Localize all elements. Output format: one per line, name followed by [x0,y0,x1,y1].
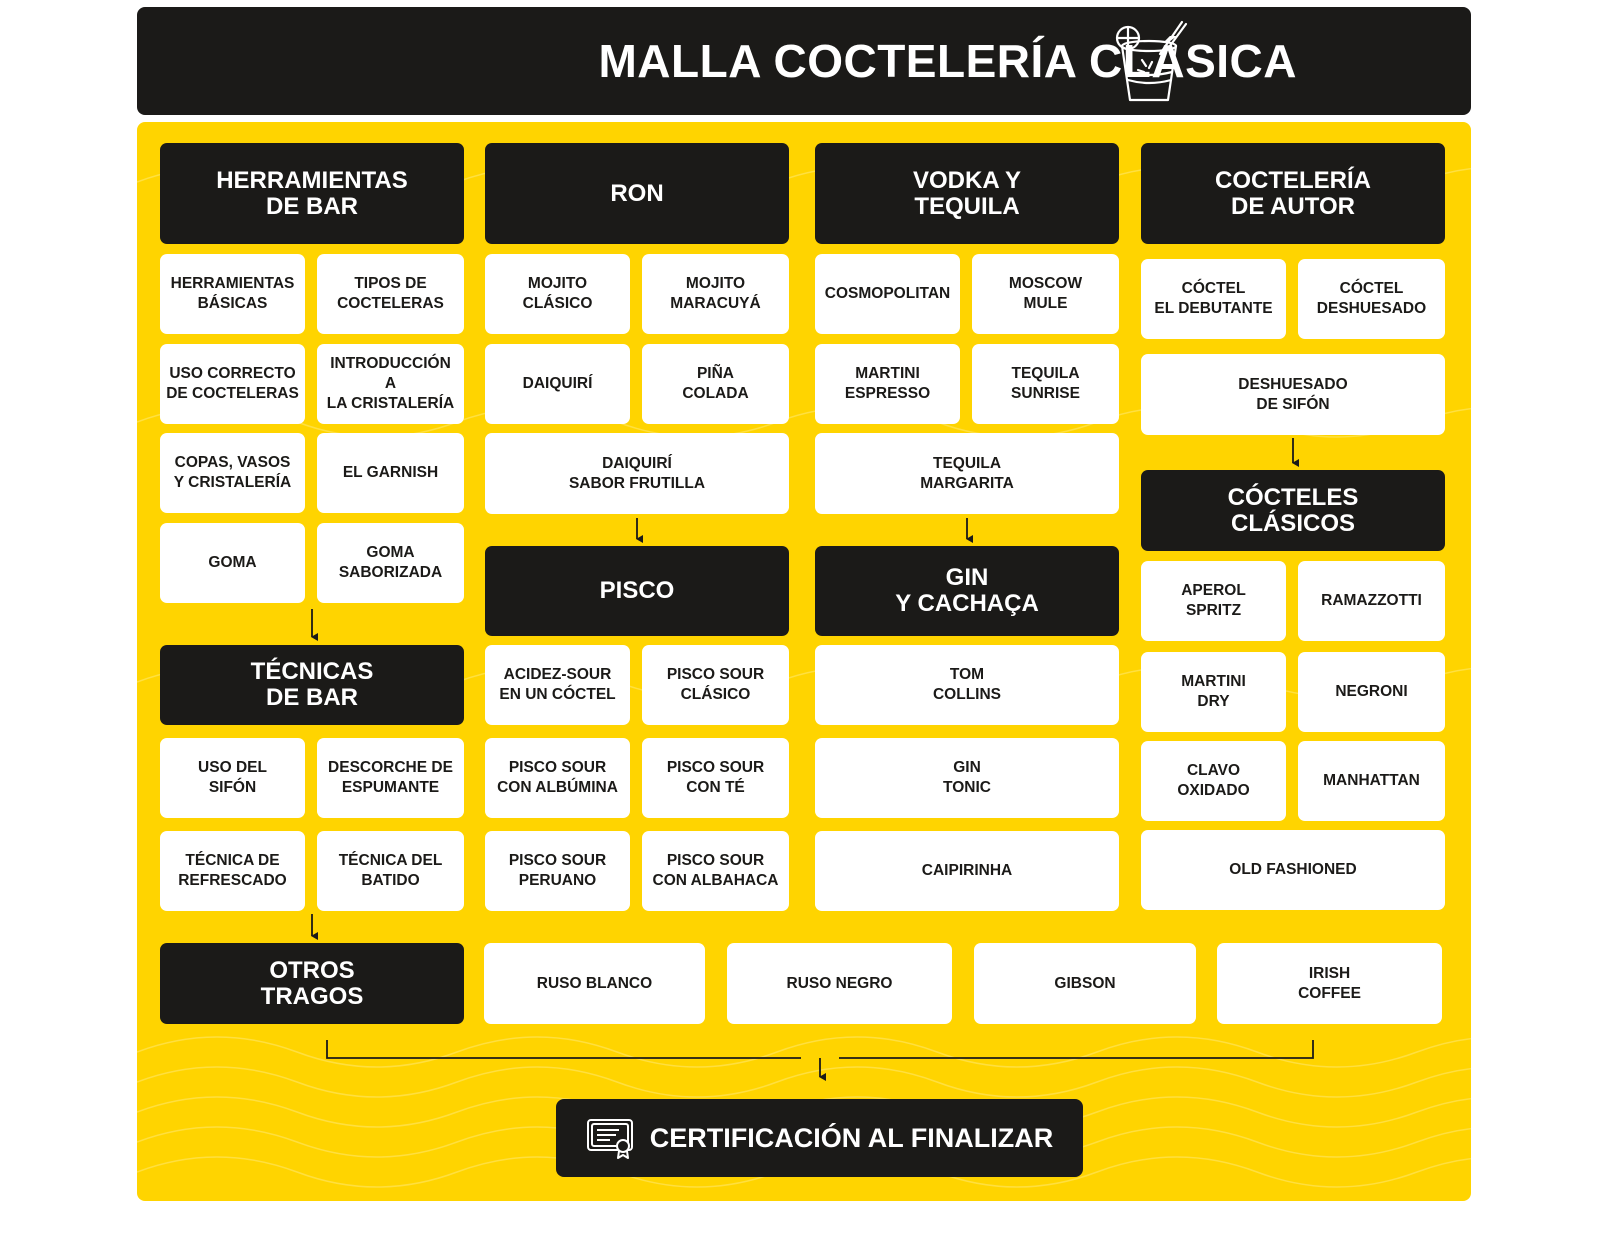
lesson-tom-collins: TOM COLLINS [815,645,1119,725]
lesson-ruso-negro: RUSO NEGRO [727,943,952,1024]
lesson-tequila-sunrise: TEQUILA SUNRISE [972,344,1119,424]
lesson-gin-tonic: GIN TONIC [815,738,1119,818]
module-autor-title: COCTELERÍA DE AUTOR [1141,143,1445,244]
lesson-uso-cocteleras: USO CORRECTO DE COCTELERAS [160,344,305,424]
certification-banner [556,1099,1083,1177]
lesson-cosmopolitan: COSMOPOLITAN [815,254,960,334]
lesson-martini-espresso: MARTINI ESPRESSO [815,344,960,424]
module-pisco-title: PISCO [485,546,789,636]
lesson-mojito-maracuya: MOJITO MARACUYÁ [642,254,789,334]
certification-label: CERTIFICACIÓN AL FINALIZAR [649,1122,1054,1153]
lesson-intro-cristaleria: INTRODUCCIÓN A LA CRISTALERÍA [317,344,464,424]
lesson-copas-vasos: COPAS, VASOS Y CRISTALERÍA [160,433,305,513]
lesson-goma-saborizada: GOMA SABORIZADA [317,523,464,603]
lesson-old-fashioned: OLD FASHIONED [1141,830,1445,910]
lesson-clavo-oxidado: CLAVO OXIDADO [1141,741,1286,821]
lesson-garnish: EL GARNISH [317,433,464,513]
lesson-mojito-clasico: MOJITO CLÁSICO [485,254,630,334]
lesson-coctel-debutante: CÓCTEL EL DEBUTANTE [1141,259,1286,339]
module-tecnicas-title: TÉCNICAS DE BAR [160,645,464,725]
lesson-tequila-margarita: TEQUILA MARGARITA [815,433,1119,514]
lesson-deshuesado-sifon: DESHUESADO DE SIFÓN [1141,354,1445,435]
lesson-acidez-sour: ACIDEZ-SOUR EN UN CÓCTEL [485,645,630,725]
module-vodka-title: VODKA Y TEQUILA [815,143,1119,244]
lesson-gibson: GIBSON [974,943,1196,1024]
lesson-herramientas-basicas: HERRAMIENTAS BÁSICAS [160,254,305,334]
lesson-irish-coffee: IRISH COFFEE [1217,943,1442,1024]
module-herramientas-title: HERRAMIENTAS DE BAR [160,143,464,244]
lesson-negroni: NEGRONI [1298,652,1445,732]
lesson-daiquiri-frutilla: DAIQUIRÍ SABOR FRUTILLA [485,433,789,514]
cocktail-glass-icon [1112,20,1192,104]
lesson-pisco-sour-peruano: PISCO SOUR PERUANO [485,831,630,911]
lesson-coctel-deshuesado: CÓCTEL DESHUESADO [1298,259,1445,339]
certificate-icon [586,1117,636,1159]
lesson-pisco-sour-clasico: PISCO SOUR CLÁSICO [642,645,789,725]
lesson-daiquiri: DAIQUIRÍ [485,344,630,424]
lesson-pina-colada: PIÑA COLADA [642,344,789,424]
lesson-pisco-sour-te: PISCO SOUR CON TÉ [642,738,789,818]
lesson-tecnica-batido: TÉCNICA DEL BATIDO [317,831,464,911]
module-ron-title: RON [485,143,789,244]
lesson-aperol-spritz: APEROL SPRITZ [1141,561,1286,641]
page-title: MALLA COCTELERÍA CLÁSICA [598,35,1297,87]
module-otros-title: OTROS TRAGOS [160,943,464,1024]
lesson-goma: GOMA [160,523,305,603]
module-clasicos-title: CÓCTELES CLÁSICOS [1141,470,1445,551]
lesson-ramazzotti: RAMAZZOTTI [1298,561,1445,641]
lesson-caipirinha: CAIPIRINHA [815,831,1119,911]
lesson-pisco-sour-albumina: PISCO SOUR CON ALBÚMINA [485,738,630,818]
lesson-descorche-espumante: DESCORCHE DE ESPUMANTE [317,738,464,818]
lesson-martini-dry: MARTINI DRY [1141,652,1286,732]
lesson-manhattan: MANHATTAN [1298,741,1445,821]
module-gin-title: GIN Y CACHAÇA [815,546,1119,636]
lesson-pisco-sour-albahaca: PISCO SOUR CON ALBAHACA [642,831,789,911]
lesson-tecnica-refrescado: TÉCNICA DE REFRESCADO [160,831,305,911]
lesson-ruso-blanco: RUSO BLANCO [484,943,705,1024]
lesson-tipos-cocteleras: TIPOS DE COCTELERAS [317,254,464,334]
lesson-moscow-mule: MOSCOW MULE [972,254,1119,334]
lesson-uso-sifon: USO DEL SIFÓN [160,738,305,818]
